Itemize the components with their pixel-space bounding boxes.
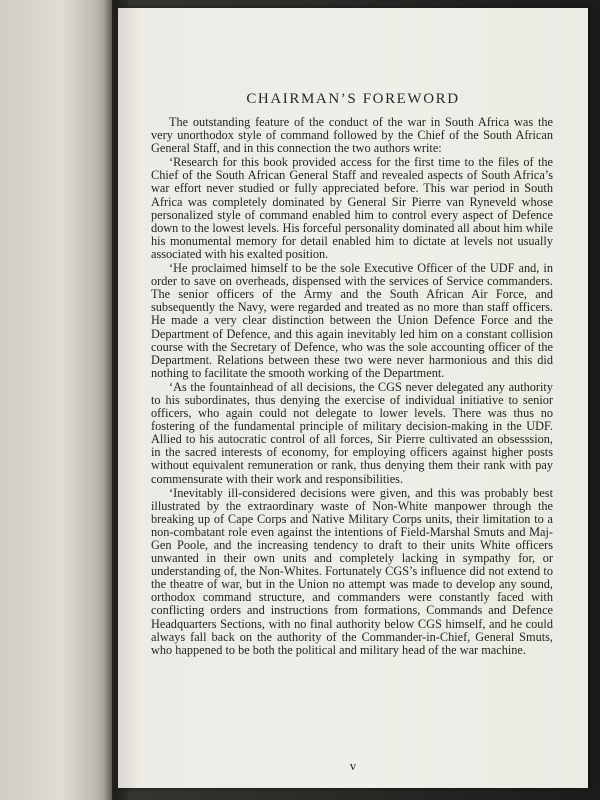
paragraph-intro: The outstanding feature of the conduct of the war in South Africa was the very unorthodox style of command followed by the Chief of the South African General Staff, and in this connection the two authors write: [151, 115, 553, 156]
page-number: v [349, 758, 357, 773]
paragraph-quote-research: ‘Research for this book provided access for the first time to the files of the Chief of the South African General Staff and revealed aspects of South Africa’s war effort never studied or fully appreciated before. This war period in South Africa was completely dominated by General Sir Pierre van Ryneveld whose personalized style of command enabled him to control every aspect of Defence down to the lowest levels. His forceful personality dominated all about him while his monumental memory for detail enabled him to dictate at levels not usually associated with his exalted position. [151, 155, 553, 261]
page-title: CHAIRMAN’S FOREWORD [246, 91, 460, 107]
left-page-edge [0, 0, 112, 800]
paragraph-quote-decisions: ‘Inevitably ill-considered decisions were given, and this was probably best illustrated by the extraordinary waste of Non-White manpower through the breaking up of Cape Corps and Native Military Corps units, their limitation to a non-combatant role even against the intentions of Field-Marshal Smuts and Maj-Gen Poole, and the increasing tendency to draft to their units White officers unwanted in their own units and completely lacking in sympathy for, or understanding of, the Non-Whites. Fortunately CGS’s influence did not extend to the theatre of war, but in the Union no attempt was made to develop any sound, orthodox command structure, and commanders were constantly faced with conflicting orders and instructions from formations, Commands and Defence Headquarters Sections, with no final authority below CGS himself, and he could always fall back on the authority of the Commander-in-Chief, General Smuts, who happened to be both the political and military head of the war machine. [151, 485, 553, 657]
paragraph-quote-fountainhead: ‘As the fountainhead of all decisions, the CGS never delegated any authority to his subordinates, thus denying the exercise of individual initiative to senior officers, who again could not delegate to lower levels. There was thus no fostering of the fundamental principle of military decision-making in the UDF. Allied to his autocratic control of all forces, Sir Pierre cultivated an obsesssion, in the sacred interests of economy, for employing officers against higher posts without equivalent remuneration or rank, thus denying them their rank with pay commensurate with their work and responsibilities. [151, 379, 553, 486]
body-text [151, 116, 553, 658]
paragraph-quote-executive: ‘He proclaimed himself to be the sole Executive Officer of the UDF and, in order to save on overheads, dispensed with the services of Service commanders. The senior officers of the Army and the South African Air Force, and subsequently the Navy, were regarded and treated as no more than staff officers. He made a very clear distinction between the Union Defence Force and the Department of Defence, and this again inevitably led him on a constant collision course with the Secretary of Defence, who was the sole accounting officer of the Department. Relations between these two were never harmonious and this did nothing to facilitate the smooth working of the Department. [151, 261, 553, 380]
book-page [118, 8, 588, 788]
